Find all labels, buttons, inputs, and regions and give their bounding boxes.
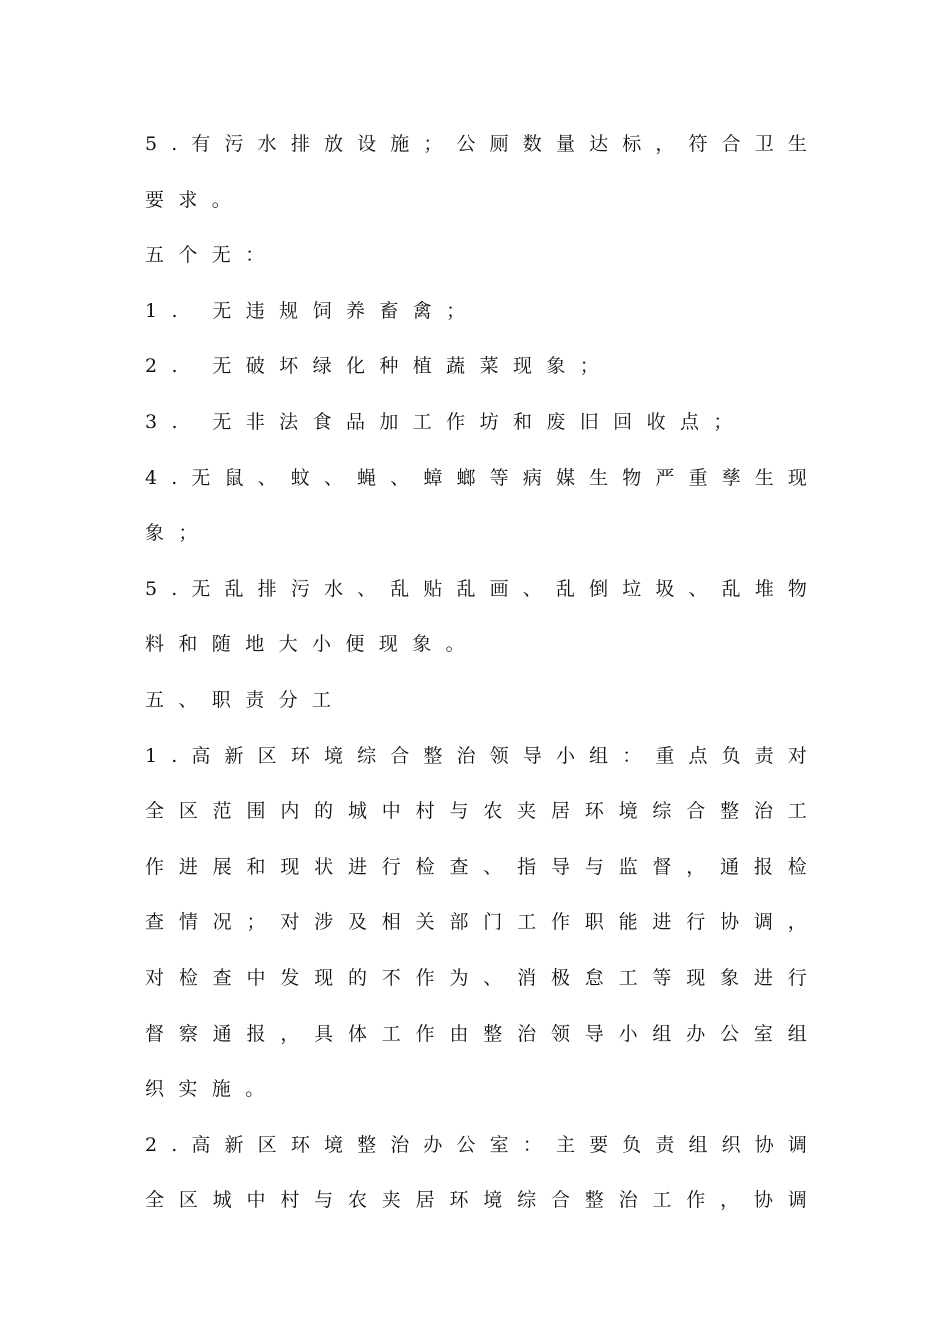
text-line: 象； [145, 522, 212, 545]
text-line: 要求。 [145, 188, 246, 211]
text-line: 查 情 况 ； 对 涉 及 相 关 部 门 工 作 职 能 进 行 协 调 ， [145, 911, 807, 934]
text-line: 料和随地大小便现象。 [145, 633, 480, 656]
text-line: 全 区 城 中 村 与 农 夹 居 环 境 综 合 整 治 工 作 ， 协 调 [145, 1189, 807, 1212]
list-item: 5 . 无 乱 排 污 水 、 乱 贴 乱 画 、 乱 倒 垃 圾 、 乱 堆 物 [145, 577, 807, 600]
text-line: 织实施。 [145, 1078, 279, 1101]
text-line: 督 察 通 报 ， 具 体 工 作 由 整 治 领 导 小 组 办 公 室 组 [145, 1022, 807, 1045]
document-page [145, 117, 807, 1229]
text-line: 5 . 有 污 水 排 放 设 施 ； 公 厕 数 量 达 标 ， 符 合 卫 生 [145, 133, 807, 155]
text-line: 对 检 查 中 发 现 的 不 作 为 、 消 极 怠 工 等 现 象 进 行 [145, 966, 807, 989]
text-line: 全 区 范 围 内 的 城 中 村 与 农 夹 居 环 境 综 合 整 治 工 [145, 800, 807, 823]
list-item: 4 . 无 鼠 、 蚊 、 蝇 、 蟑 螂 等 病 媒 生 物 严 重 孳 生 现 [145, 466, 807, 489]
section-heading: 五、职责分工 [145, 688, 346, 711]
list-item: 1. 无违规饲养畜禽； [145, 299, 480, 322]
list-item: 3. 无非法食品加工作坊和废旧回收点； [145, 410, 747, 433]
list-item: 1 . 高 新 区 环 境 综 合 整 治 领 导 小 组 ： 重 点 负 责 对 [145, 744, 807, 767]
section-heading: 五个无： [145, 244, 279, 267]
list-item: 2 . 高 新 区 环 境 整 治 办 公 室 ： 主 要 负 责 组 织 协 调 [145, 1133, 807, 1156]
list-item: 2. 无破坏绿化种植蔬菜现象； [145, 355, 614, 378]
text-line: 作 进 展 和 现 状 进 行 检 查 、 指 导 与 监 督 ， 通 报 检 [145, 855, 807, 878]
